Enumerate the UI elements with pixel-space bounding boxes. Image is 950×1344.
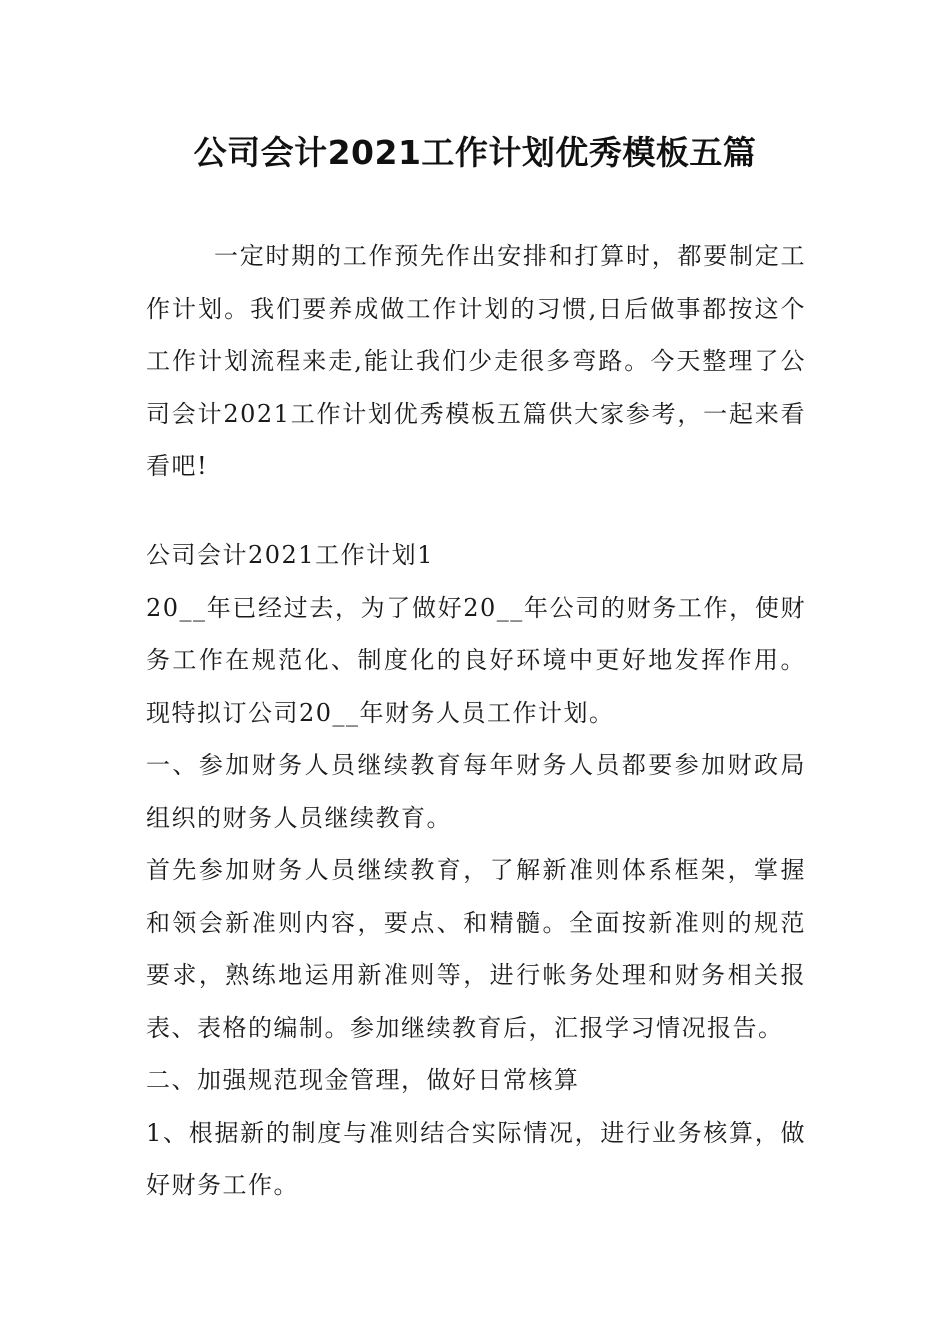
- document-title: 公司会计2021工作计划优秀模板五篇: [193, 133, 757, 172]
- intro-paragraph: 一定时期的工作预先作出安排和打算时，都要制定工作计划。我们要养成做工作计划的习惯,日后做事都按这个工作计划流程来走,能让我们少走很多弯路。今天整理了公司会计2021工作计划优秀模板五篇供大家参考，一起来看看吧!: [146, 242, 806, 480]
- body-paragraph: 首先参加财务人员继续教育，了解新准则体系框架，掌握和领会新准则内容，要点、和精髓。全面按新准则的规范要求，熟练地运用新准则等，进行帐务处理和财务相关报表、表格的编制。参加继续教育后，汇报学习情况报告。: [146, 856, 806, 1042]
- section-heading: 公司会计2021工作计划1: [146, 541, 434, 569]
- body-paragraph: 20__年已经过去，为了做好20__年公司的财务工作，使财务工作在规范化、制度化的良好环境中更好地发挥作用。现特拟订公司20__年财务人员工作计划。: [146, 593, 806, 727]
- body-paragraph: 1、根据新的制度与准则结合实际情况，进行业务核算，做好财务工作。: [146, 1118, 806, 1199]
- body-paragraph: 一、参加财务人员继续教育每年财务人员都要参加财政局组织的财务人员继续教育。: [146, 751, 806, 832]
- document-body: [146, 529, 806, 1212]
- body-paragraph: 二、加强规范现金管理，做好日常核算: [146, 1066, 580, 1094]
